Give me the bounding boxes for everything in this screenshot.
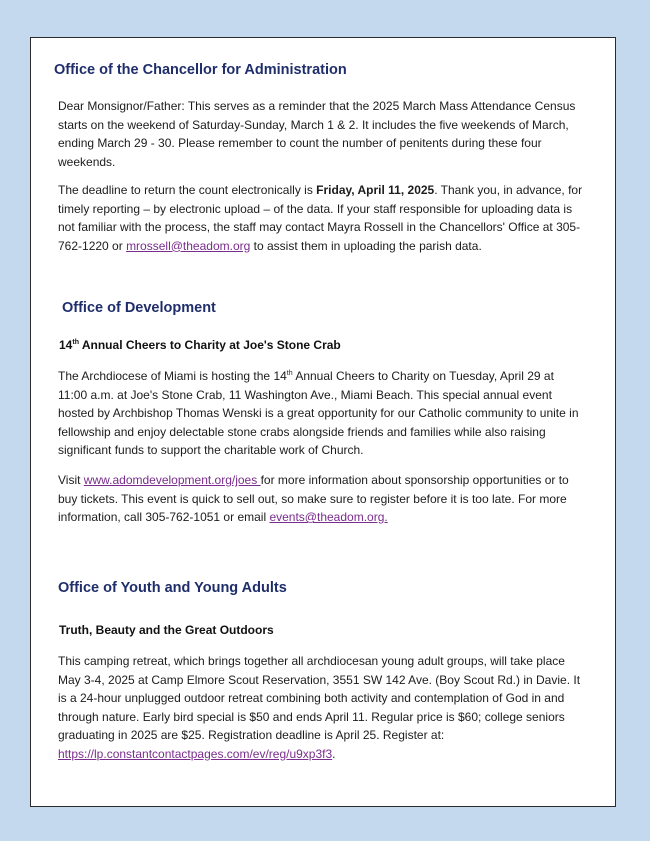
text-run: for more information about sponsorship opportunities or to buy tickets. This event is quick to sell out, so make sure to register before it is too late. For more information, call 305-762-1051 or email <box>58 473 569 524</box>
text-run: Annual Cheers to Charity on Tuesday, April 29 at 11:00 a.m. at Joe's Stone Crab, 11 Washington Ave., Miami Beach. This special annual event hosted by Archbishop Thomas Wenski is a great opportunity for our Catholic community to unite in fellowship and enjoy delectable stone crabs alongside friends and families while also raising significant funds to support the charitable work of Church. <box>58 369 579 457</box>
chancellor-paragraph-1: Dear Monsignor/Father: This serves as a reminder that the 2025 March Mass Attendance Census starts on the weekend of Saturday-Sunday, March 1 & 2. It includes the five weekends of March, ending March 29 - 30. Please remember to count the number of penitents during these four weekends. <box>58 99 576 169</box>
section-heading-youth: Office of Youth and Young Adults <box>58 580 287 596</box>
email-link-mrossell[interactable]: mrossell@theadom.org <box>126 238 251 253</box>
development-paragraph-2 <box>58 471 583 527</box>
text-run: . Thank you, in advance, for timely reporting – by electronic upload – of the data. If your staff responsible for uploading data is not familiar with the process, the staff may contact Mayra Rossell in the Chancellors' Office at 305-762-1220 or <box>58 183 583 253</box>
text-run: The Archdiocese of Miami is hosting the 14 <box>58 369 287 383</box>
development-paragraph-1 <box>58 367 583 460</box>
section-heading-development: Office of Development <box>62 300 216 316</box>
section-heading-chancellor: Office of the Chancellor for Administration <box>54 62 347 78</box>
text-run: The deadline to return the count electronically is <box>58 183 317 197</box>
superscript: th <box>72 339 79 346</box>
text-run: Annual Cheers to Charity at Joe's Stone Crab <box>78 338 341 352</box>
text-run: . <box>332 746 336 761</box>
superscript: th <box>286 370 293 377</box>
newsletter-page <box>30 37 616 807</box>
youth-subheading: Truth, Beauty and the Great Outdoors <box>59 623 274 637</box>
email-link-events[interactable]: events@theadom.org. <box>269 510 388 524</box>
chancellor-paragraph-2 <box>58 181 583 255</box>
youth-paragraph-1 <box>58 652 583 763</box>
text-run: Visit <box>58 473 84 487</box>
text-run: to assist them in uploading the parish data. <box>250 238 482 253</box>
link-adomdevelopment[interactable]: www.adomdevelopment.org/joes <box>83 473 261 487</box>
development-subheading <box>59 338 341 352</box>
text-run: This camping retreat, which brings together all archdiocesan young adult groups, will take place May 3-4, 2025 at Camp Elmore Scout Reservation, 3551 SW 142 Ave. (Boy Scout Rd.) in Davie. It is a 24-hour unplugged outdoor retreat combining both activity and contemplation of God in and through nature. Early bird special is $50 and ends April 11. Regular price is $60; college seniors graduating in 2025 are $25. Registration deadline is April 25. Register at: <box>58 654 581 742</box>
text-run: 14 <box>59 338 73 352</box>
register-link[interactable]: https://lp.constantcontactpages.com/ev/reg/u9xp3f3 <box>58 746 333 761</box>
deadline-date: Friday, April 11, 2025 <box>316 183 435 197</box>
